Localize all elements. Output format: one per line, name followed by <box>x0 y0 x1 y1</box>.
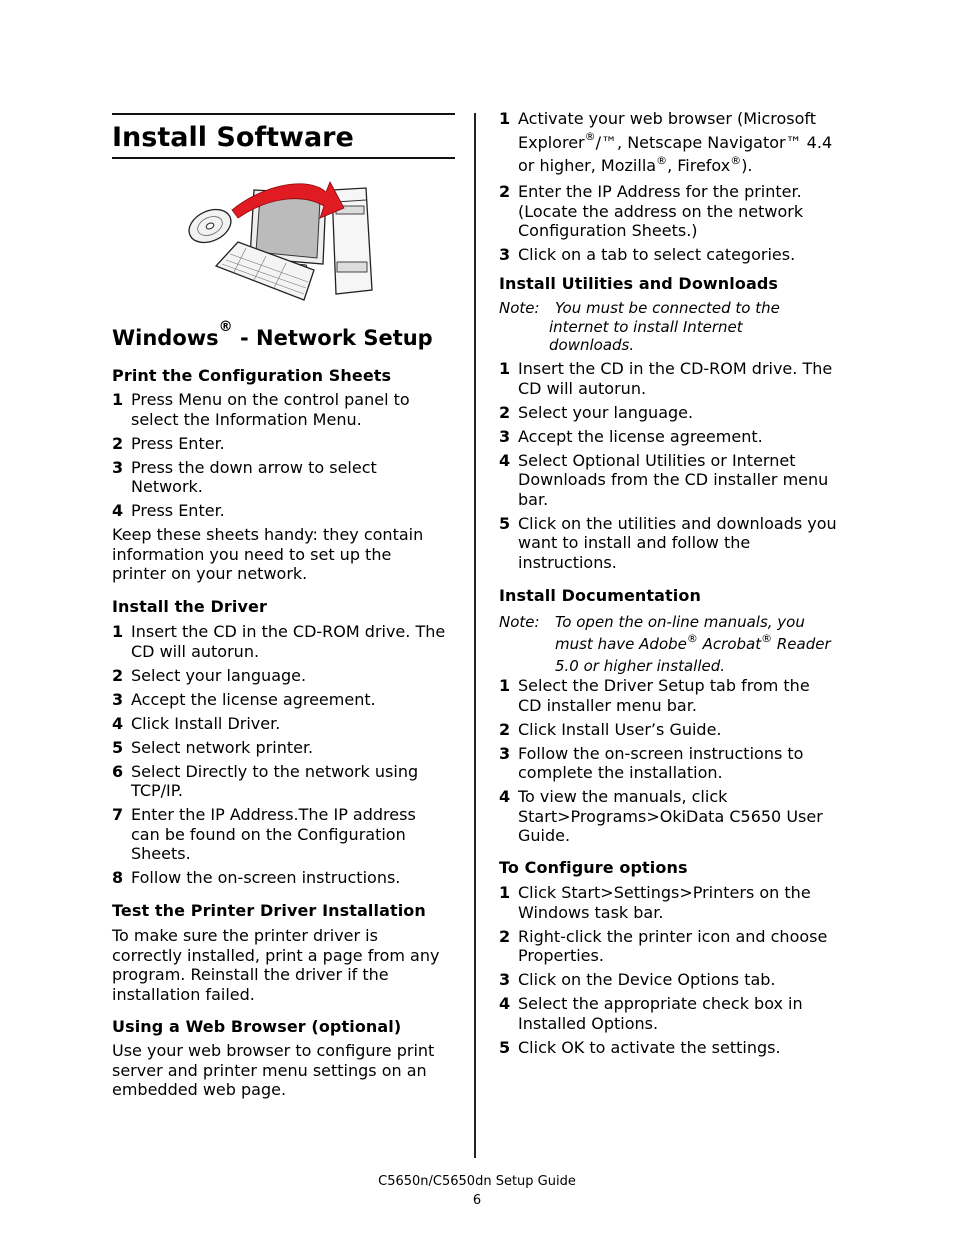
step-text: Select your language. <box>131 665 307 685</box>
step-text: Click OK to activate the settings. <box>518 1037 781 1057</box>
step-text: Accept the license agreement. <box>131 689 376 709</box>
step-text: Press Enter. <box>131 501 225 520</box>
heading-text: - Network Setup <box>232 326 433 350</box>
subheading-config-sheets: Print the Configuration Sheets <box>112 366 392 385</box>
step-text: Insert the CD in the CD-ROM drive. The CD will autorun. <box>131 622 446 661</box>
step-number: 1 <box>499 676 511 695</box>
step-number: 5 <box>499 1037 511 1057</box>
list-item <box>499 245 844 265</box>
subheading-test-driver: Test the Printer Driver Installation <box>112 901 426 920</box>
configure-steps <box>499 883 844 1057</box>
section-heading-windows-network <box>112 319 433 351</box>
web-browser-steps-block <box>499 107 844 269</box>
page-title: Install Software <box>112 122 354 153</box>
step-text: Select the Driver Setup tab from the CD installer menu bar. <box>518 676 810 715</box>
step-text: Select the appropriate check box in Installed Options. <box>518 994 803 1033</box>
step-number: 6 <box>112 761 124 781</box>
list-item <box>112 805 457 864</box>
registered-mark: ® <box>686 632 698 645</box>
cd-to-computer-illustration <box>186 178 376 308</box>
test-driver-paragraph: To make sure the printer driver is correctly installed, print a page from any program. Reinstall the driver if the installation failed. <box>112 926 440 1004</box>
step-text: Click on the utilities and downloads you want to install and follow the instructions. <box>518 513 837 572</box>
step-number: 1 <box>112 622 124 641</box>
list-item <box>112 458 452 497</box>
list-item <box>112 501 452 521</box>
registered-mark: ® <box>730 153 742 167</box>
list-item <box>112 738 457 758</box>
list-item <box>499 787 844 846</box>
list-item <box>499 514 844 573</box>
step-text: Select your language. <box>518 402 694 422</box>
list-item <box>112 690 457 710</box>
step-text: Click on the Device Options tab. <box>518 970 776 989</box>
step-number: 2 <box>112 665 124 685</box>
registered-mark: ® <box>218 319 233 335</box>
step-number: 3 <box>499 426 511 446</box>
note-text-part: Acrobat <box>697 635 762 653</box>
step-text: Press Enter. <box>131 433 225 453</box>
list-item <box>499 720 844 740</box>
step-number: 2 <box>499 926 511 946</box>
step-text: Enter the IP Address.The IP address can be found on the Configuration Sheets. <box>131 805 416 863</box>
registered-mark: ® <box>761 632 773 645</box>
documentation-note <box>499 611 844 677</box>
step-text: Click Install User’s Guide. <box>518 719 722 739</box>
web-browser-steps <box>499 107 844 265</box>
step-number: 5 <box>112 737 124 757</box>
subheading-configure-options: To Configure options <box>499 858 688 877</box>
step-number: 3 <box>499 245 511 264</box>
configure-steps-block <box>499 883 844 1062</box>
page-title-rule-box <box>112 113 455 159</box>
subheading-documentation: Install Documentation <box>499 586 701 605</box>
config-sheets-steps <box>112 390 452 521</box>
step-number: 2 <box>499 402 511 422</box>
config-sheets-steps-block <box>112 390 452 584</box>
utilities-steps <box>499 359 844 572</box>
step-text: Follow the on-screen instructions to complete the installation. <box>518 743 804 782</box>
step-number: 3 <box>112 457 124 477</box>
step-text: , Firefox <box>667 156 731 175</box>
list-item <box>499 927 844 966</box>
step-text: To view the manuals, click Start>Programs>OkiData C5650 User Guide. <box>518 787 823 845</box>
list-item <box>112 714 457 734</box>
step-text: Select Directly to the network using TCP/IP. <box>131 761 419 800</box>
step-text: Insert the CD in the CD-ROM drive. The CD will autorun. <box>518 359 833 398</box>
step-text: Accept the license agreement. <box>518 426 763 446</box>
cd-disc-icon <box>186 203 236 249</box>
step-text: ). <box>741 156 753 175</box>
list-item <box>499 451 844 510</box>
footer-page-number: 6 <box>472 1193 482 1208</box>
subheading-utilities: Install Utilities and Downloads <box>499 274 779 293</box>
list-item <box>499 427 844 447</box>
registered-mark: ® <box>656 153 668 167</box>
list-item <box>499 883 844 922</box>
step-number: 2 <box>112 433 124 453</box>
list-item <box>112 390 452 429</box>
list-item <box>499 994 844 1033</box>
step-text: Press the down arrow to select Network. <box>131 457 377 496</box>
config-sheets-paragraph: Keep these sheets handy: they contain information you need to set up the printer on your network. <box>112 525 424 583</box>
step-text: Click on a tab to select categories. <box>518 245 796 264</box>
note-text-part: Reader 5.0 or higher installed. <box>555 635 831 675</box>
list-item <box>499 676 844 715</box>
list-item <box>499 1038 844 1058</box>
step-text: /™, Netscape Navigator™ 4.4 or higher, Mozilla <box>518 132 833 175</box>
step-number: 4 <box>499 994 511 1013</box>
step-text: Enter the IP Address for the printer. (Locate the address on the network Configuration Sheets.) <box>518 182 804 240</box>
note-text-part: To open the on-line manuals, you must have Adobe <box>555 613 805 653</box>
step-text: Select network printer. <box>131 737 314 757</box>
note-label: Note: <box>499 613 540 631</box>
step-number: 1 <box>499 109 511 128</box>
step-number: 4 <box>499 450 511 470</box>
subheading-install-driver: Install the Driver <box>112 597 267 616</box>
list-item <box>499 359 844 398</box>
step-number: 1 <box>112 390 124 409</box>
step-number: 3 <box>112 689 124 709</box>
note-label: Note: <box>499 299 540 317</box>
documentation-steps-block <box>499 676 844 850</box>
note-text <box>499 611 844 677</box>
step-number: 4 <box>112 713 124 733</box>
step-number: 1 <box>499 359 511 378</box>
step-text: Press Menu on the control panel to select the Information Menu. <box>131 390 410 429</box>
step-number: 2 <box>499 719 511 739</box>
list-item <box>499 744 844 783</box>
step-text: Click Install Driver. <box>131 713 281 733</box>
step-number: 7 <box>112 805 124 824</box>
utilities-note <box>499 299 814 355</box>
step-text: Activate your web browser (Microsoft Explorer <box>518 109 817 152</box>
list-item <box>112 868 457 888</box>
step-number: 1 <box>499 883 511 902</box>
utilities-steps-block <box>499 359 844 577</box>
footer-guide-title: C5650n/C5650dn Setup Guide <box>378 1174 576 1189</box>
subheading-web-browser: Using a Web Browser (optional) <box>112 1017 402 1036</box>
list-item <box>112 762 457 801</box>
list-item <box>112 622 457 661</box>
list-item <box>499 107 844 178</box>
web-browser-paragraph: Use your web browser to configure print server and printer menu settings on an embedded web page. <box>112 1041 435 1099</box>
list-item <box>112 666 457 686</box>
list-item <box>499 182 844 241</box>
step-number: 4 <box>499 787 511 806</box>
documentation-steps <box>499 676 844 846</box>
note-text: You must be connected to the internet to install Internet downloads. <box>549 299 780 354</box>
list-item <box>499 403 844 423</box>
column-divider <box>474 113 476 1158</box>
step-text: Select Optional Utilities or Internet Downloads from the CD installer menu bar. <box>518 450 829 509</box>
step-text: Follow the on-screen instructions. <box>131 868 401 887</box>
heading-text: Windows <box>112 326 219 350</box>
list-item <box>112 434 452 454</box>
step-number: 2 <box>499 182 511 201</box>
step-number: 4 <box>112 501 124 520</box>
step-text: Click Start>Settings>Printers on the Windows task bar. <box>518 883 811 922</box>
install-driver-steps-block <box>112 622 457 892</box>
install-driver-steps <box>112 622 457 888</box>
registered-mark: ® <box>584 130 596 144</box>
step-number: 3 <box>499 970 511 989</box>
step-number: 5 <box>499 513 511 533</box>
step-text: Right-click the printer icon and choose Properties. <box>518 926 828 965</box>
step-number: 8 <box>112 868 124 887</box>
list-item <box>499 970 844 990</box>
step-number: 3 <box>499 743 511 763</box>
